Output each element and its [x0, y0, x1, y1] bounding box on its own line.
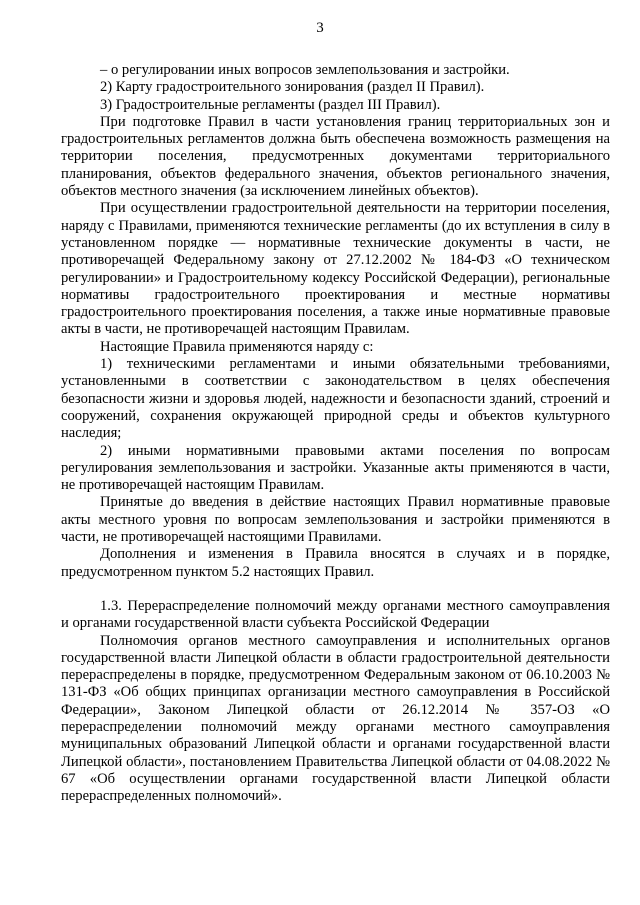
paragraph: 1) техническими регламентами и иными обязательными требованиями, установленными в соответствии с законодательством в целях обеспечения безопасности жизни и здоровья людей, надежности и безопасности зданий, строений и сооружений, сохранения окружающей природной среды и объектов культурного наследия; — [61, 356, 610, 442]
paragraph: 3) Градостроительные регламенты (раздел III Правил). — [100, 96, 441, 113]
paragraph: ‒ о регулировании иных вопросов землепользования и застройки. — [100, 62, 510, 78]
paragraph: При подготовке Правил в части установления границ территориальных зон и градостроительных регламентов должна быть обеспечена возможность размещения на территории поселения, предусмотренных документами территориального планирования, объектов федерального значения, объектов регионального значения, объектов местного значения (за исключением линейных объектов). — [61, 113, 610, 200]
page-number: 3 — [316, 20, 324, 36]
section-heading: 1.3. Перераспределение полномочий между органами местного самоуправления и органами государственной власти субъекта Российской Федерации — [61, 597, 610, 632]
paragraph: Принятые до введения в действие настоящих Правил нормативные правовые акты местного уровня по вопросам землепользования и застройки применяются в части, не противоречащей настоящими Правилами. — [61, 494, 610, 546]
paragraph: Настоящие Правила применяются наряду с: — [100, 338, 374, 355]
paragraph: Дополнения и изменения в Правила вносятся в случаях и в порядке, предусмотренном пунктом 5.2 настоящих Правил. — [61, 546, 610, 580]
document-body — [61, 62, 610, 805]
paragraph: 2) Карту градостроительного зонирования (раздел II Правил). — [100, 79, 485, 96]
section-paragraph: Полномочия органов местного самоуправления и исполнительных органов государственной власти Липецкой области в области градостроительной деятельности перераспределены в порядке, предусмотренном Федеральным законом от 06.10.2003 № 131-ФЗ «Об общих принципах организации местного самоуправления в Российской Федерации», Законом Липецкой области от 26.12.2014 № 357-ОЗ «О перераспределении полномочий между органами местного самоуправления муниципальных образований Липецкой области и органами государственной власти Липецкой области», постановлением Правительства Липецкой области от 04.08.2022 № 67 «Об осуществлении органами государственной власти Липецкой области перераспределенных полномочий». — [61, 632, 610, 805]
paragraph: 2) иными нормативными правовыми актами поселения по вопросам регулирования землепользования и застройки. Указанные акты применяются в части, не противоречащей настоящим Правилам. — [61, 442, 610, 494]
paragraph: При осуществлении градостроительной деятельности на территории поселения, наряду с Правилами, применяются технические регламенты (до их вступления в силу в установленном порядке — нормативные технические документы в части, не противоречащей Федеральному закону от 27.12.2002 № 184-ФЗ «О техническом регулировании» и Градостроительному кодексу Российской Федерации), региональные нормативы градостроительного проектирования и местные нормативы градостроительного проектирования поселения, а также иные нормативные правовые акты в части, не противоречащей настоящим Правилам. — [61, 200, 610, 338]
